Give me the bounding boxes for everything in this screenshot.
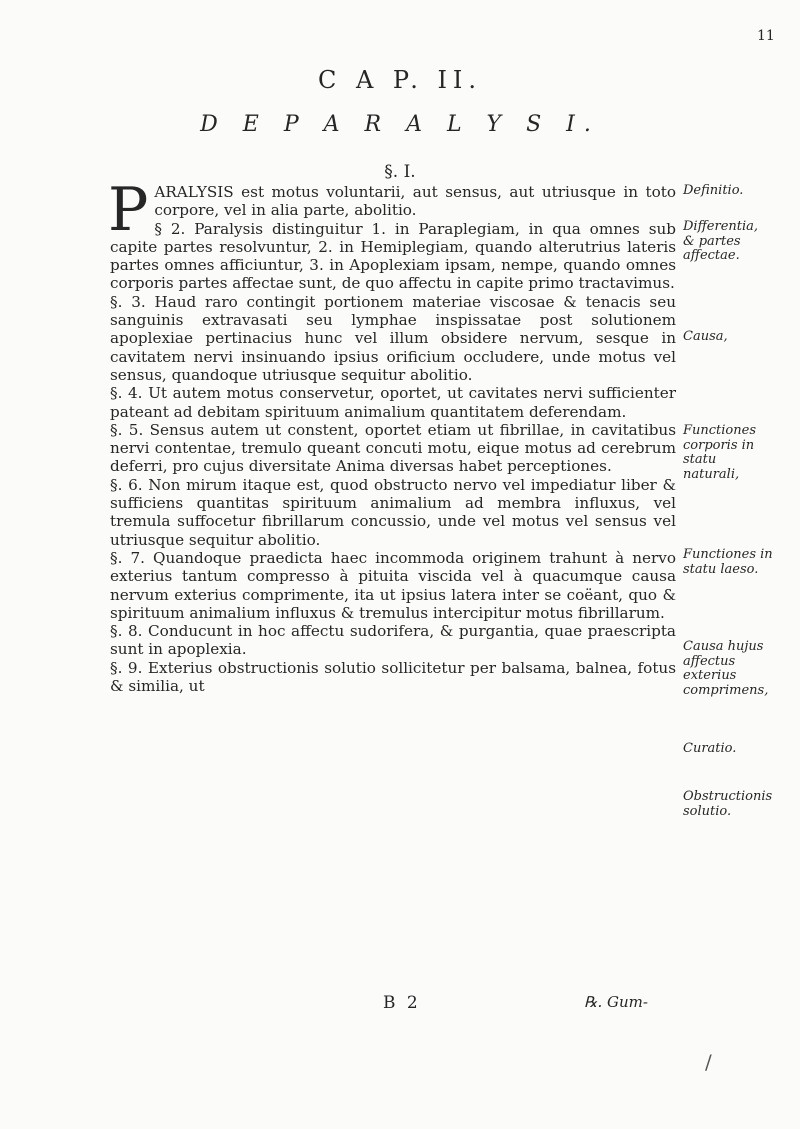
paragraph-2: § 2. Paralysis distinguitur 1. in Paraplegiam, in qua omnes sub capite partes resolvuntur, 2. in Hemiplegiam, quando alterutrius lateris partes omnes afficiuntur, 3. in Apoplexiam ipsam, nempe, quando omnes corporis partes affectae sunt, de quo affectu in capite primo tractavimus. [110,219,676,293]
margin-note-functiones-naturali: Functiones corporis in statu naturali, [683,423,756,482]
margin-note-obstructionis: Obstructionis solutio. [683,789,773,819]
margin-note-causa: Causa, [683,329,728,344]
paragraph-5: §. 5. Sensus autem ut constent, oportet etiam ut fibrillae, in cavitatibus nervi contentae, tremulo queant concuti motu, eique motus ad cerebrum deferri, pro cujus diversitate Anima diversas habet perceptiones. [110,420,676,476]
dropcap: P [108,175,149,245]
catchword: ℞. Gum- [584,993,648,1011]
margin-note-definitio: Definitio. [683,183,744,198]
signature-mark: B 2 [383,993,421,1013]
body-text [108,175,676,696]
margin-note-causa-exterius: Causa hujus affectus exterius comprimens, [683,639,769,698]
paragraph-4: §. 4. Ut autem motus conservetur, oportet, ut cavitates nervi sufficienter pateant ad debitam spirituum animalium quantitatem deferendam. [110,384,676,421]
paragraph-6: §. 6. Non mirum itaque est, quod obstructo nervo vel impediatur liber & sufficiens quantitas spirituum animalium ad membra influxus, vel tremula suffocetur fibrillarum concussio, unde vel motus vel sensus vel utriusque sequitur abolitio. [110,475,676,549]
margin-note-functiones-laeso: Functiones in statu laeso. [683,547,773,577]
paragraph-9: §. 9. Exterius obstructionis solutio sollicitetur per balsama, balnea, fotus & similia, ut [110,658,676,696]
margin-note-differentia: Differentia, & partes affectae. [683,219,759,263]
stray-mark: / [705,1050,712,1074]
paragraph-7: §. 7. Quandoque praedicta haec incommoda originem trahunt à nervo exterius tantum compresso à pituita viscida vel à quacumque causa nervum exterius comprimente, ita ut ipsius latera inter se coëant, quo & spirituum animalium influxus & tremulus intercipitur motus fibrillarum. [110,548,676,622]
chapter-title: D E P A R A L Y S I. [200,112,600,137]
page-number: 11 [757,28,775,44]
paragraph-1 [108,175,676,245]
section-heading: §. I. [384,162,416,182]
paragraph-3: §. 3. Haud raro contingit portionem materiae viscosae & tenacis seu sanguinis extravasati seu lymphae inspissatae post solutionem apoplexiae pertinacius hunc vel illum obsidere nervum, sesque in cavitatem nervi insinuando ipsius orificium occludere, unde motus vel sensus, quandoque utriusque sequitur abolitio. [110,292,676,384]
paragraph-8: §. 8. Conducunt in hoc affectu sudorifera, & purgantia, quae praescripta sunt in apoplexia. [110,622,676,659]
margin-note-curatio: Curatio. [683,741,737,756]
chapter-heading: C A P. II. [317,66,483,94]
paragraph-1-text: ARALYSIS est motus voluntarii, aut sensus, aut utriusque in toto corpore, vel in alia parte, abolitio. [154,183,676,220]
